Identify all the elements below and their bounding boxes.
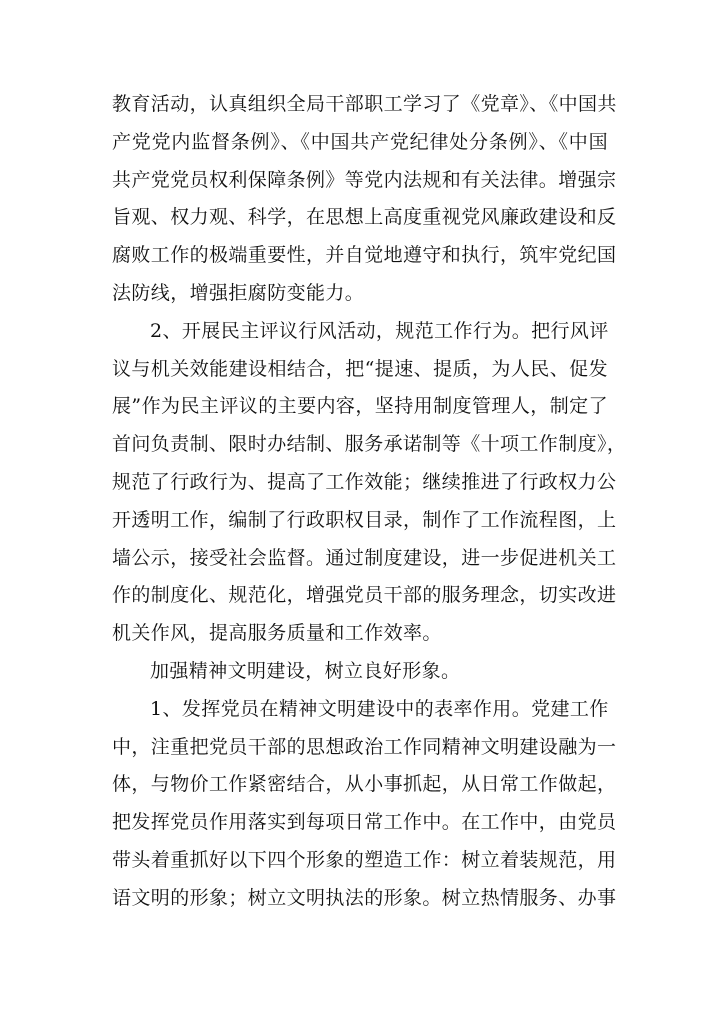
text-line: 作的制度化、规范化，增强党员干部的服务理念，切实改进	[112, 584, 617, 607]
text-line: 法防线，增强拒腐防变能力。	[112, 281, 365, 304]
text-line: 展”作为民主评议的主要内容，坚持用制度管理人，制定了	[112, 395, 608, 418]
text-line: 开透明工作，编制了行政职权目录，制作了工作流程图，上	[112, 508, 617, 531]
text-line: 共产党党员权利保障条例》等党内法规和有关法律。增强宗	[112, 168, 617, 191]
text-line: 体，与物价工作紧密结合，从小事抓起，从日常工作做起，	[112, 773, 617, 796]
text-line: 墙公示，接受社会监督。通过制度建设，进一步促进机关工	[112, 546, 617, 569]
text-line: 产党党内监督条例》、《中国共产党纪律处分条例》、《中国	[112, 130, 608, 153]
paragraph-start-line: 2、开展民主评议行风活动，规范工作行为。把行风评	[150, 319, 609, 342]
text-line: 旨观、权力观、科学，在思想上高度重视党风廉政建设和反	[112, 206, 617, 229]
text-line: 带头着重抓好以下四个形象的塑造工作：树立着装规范，用	[112, 848, 617, 871]
text-line: 教育活动，认真组织全局干部职工学习了《党章》、《中国共	[112, 93, 617, 115]
text-line: 中，注重把党员干部的思想政治工作同精神文明建设融为一	[112, 735, 617, 758]
text-line: 规范了行政行为、提高了工作效能；继续推进了行政权力公	[112, 470, 617, 493]
text-line: 首问负责制、限时办结制、服务承诺制等《十项工作制度》，	[112, 433, 627, 456]
text-line: 议与机关效能建设相结合，把“提速、提质，为人民、促发	[112, 357, 608, 380]
section-heading-line: 加强精神文明建设，树立良好形象。	[150, 659, 461, 682]
text-line: 把发挥党员作用落实到每项日常工作中。在工作中，由党员	[112, 811, 617, 834]
text-line: 语文明的形象；树立文明执法的形象。树立热情服务、办事	[112, 886, 617, 909]
text-line: 机关作风，提高服务质量和工作效率。	[112, 622, 442, 645]
text-line: 腐败工作的极端重要性，并自觉地遵守和执行，筑牢党纪国	[112, 244, 617, 267]
paragraph-start-line: 1、发挥党员在精神文明建设中的表率作用。党建工作	[150, 697, 609, 720]
